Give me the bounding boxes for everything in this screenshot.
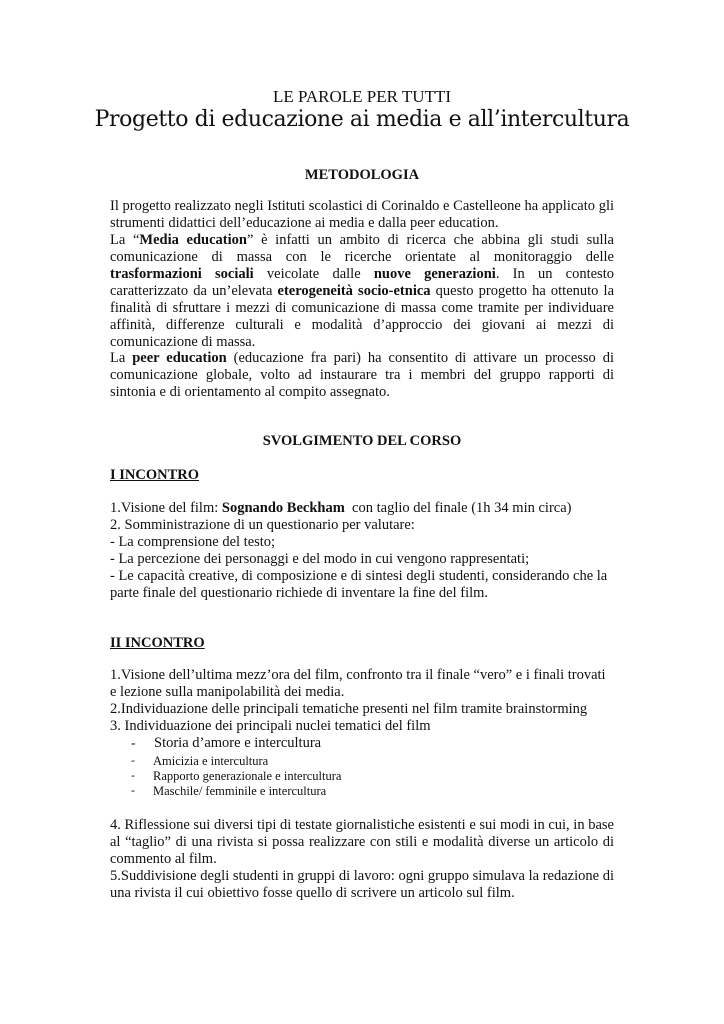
heading-svolgimento: SVOLGIMENTO DEL CORSO	[262, 433, 462, 449]
theme-item-4: Maschile/ femminile e intercultura	[153, 784, 327, 798]
list-dash: -	[131, 753, 135, 767]
list-dash: -	[131, 768, 135, 782]
list-dash: -	[131, 736, 136, 751]
incontro2-line-4: 4. Riflessione sui diversi tipi di testate giornalistiche esistenti e sui modi in cui, in base al “taglio” di una rivista si possa realizzare con stili e modalità diverse un articolo di commento al film.	[110, 817, 614, 867]
incontro1-line-1: 1.Visione del film: Sognando Beckham con taglio del finale (1h 34 min circa)	[110, 500, 572, 516]
incontro2-line-2: 2.Individuazione delle principali tematiche presenti nel film tramite brainstorming	[110, 701, 588, 717]
incontro1-line-2: 2. Somministrazione di un questionario per valutare:	[110, 517, 415, 533]
paragraph-intro: Il progetto realizzato negli Istituti scolastici di Corinaldo e Castelleone ha applicato gli strumenti didattici dell’educazione ai media e dalla peer education.	[110, 198, 614, 231]
incontro1-line-5: - Le capacità creative, di composizione e di sintesi degli studenti, considerando che la parte finale del questionario richiede di inventare la fine del film.	[110, 568, 608, 601]
title-line-2: Progetto di educazione ai media e all’intercultura	[94, 107, 630, 132]
title-line-1: LE PAROLE PER TUTTI	[272, 87, 452, 106]
heading-metodologia: METODOLOGIA	[304, 167, 420, 183]
paragraph-media-education: La “Media education” è infatti un ambito di ricerca che abbina gli studi sulla comunicazione di massa con le ricerche orientate al monitoraggio delle trasformazioni sociali veicolate dalle nuove generazioni. In un contesto caratterizzato da un’elevata eterogeneità socio-etnica questo progetto ha ottenuto la finalità di sfruttare i mezzi di comunicazione di massa come tramite per individuare affinità, differenze culturali e modalità d’approccio dei giovani ai mezzi di comunicazione di massa.	[110, 232, 615, 350]
theme-item-3: Rapporto generazionale e intercultura	[153, 769, 342, 783]
heading-incontro-1: I INCONTRO	[110, 467, 200, 483]
incontro1-line-4: - La percezione dei personaggi e del modo in cui vengono rappresentati;	[110, 551, 530, 567]
incontro2-line-3: 3. Individuazione dei principali nuclei tematici del film	[110, 718, 431, 734]
incontro1-line-3: - La comprensione del testo;	[110, 534, 276, 550]
heading-incontro-2: II INCONTRO	[110, 635, 205, 651]
incontro2-line-1: 1.Visione dell’ultima mezz’ora del film, confronto tra il finale “vero” e i finali trovati e lezione sulla manipolabilità dei media.	[110, 667, 606, 700]
theme-item-2: Amicizia e intercultura	[153, 754, 269, 768]
list-dash: -	[131, 783, 135, 797]
incontro2-line-5: 5.Suddivisione degli studenti in gruppi di lavoro: ogni gruppo simulava la redazione di una rivista il cui obiettivo fosse quello di scrivere un articolo sul film.	[110, 868, 614, 901]
theme-item-1: Storia d’amore e intercultura	[154, 735, 322, 751]
paragraph-peer-education: La peer education (educazione fra pari) ha consentito di attivare un processo di comunicazione globale, volto ad instaurare tra i membri del gruppo rapporti di sintonia e di orientamento al compito assegnato.	[110, 350, 614, 400]
